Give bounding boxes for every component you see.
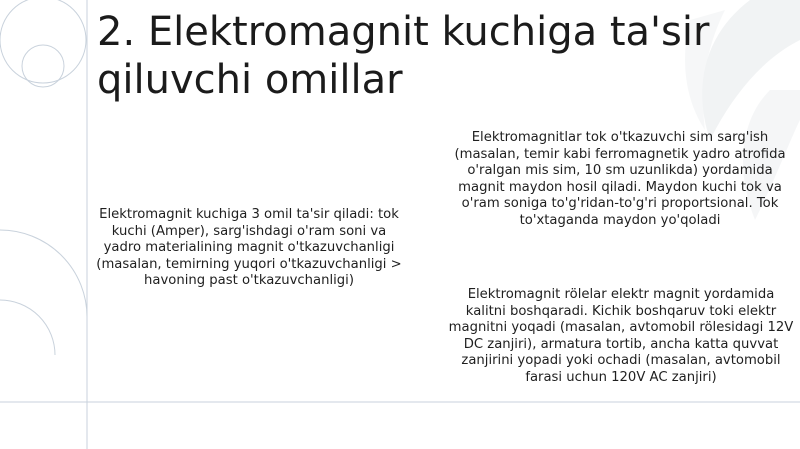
slide-title: 2. Elektromagnit kuchiga ta'sir qiluvchi omillar [97,9,710,103]
decor-arc-lower-inner [0,300,55,355]
right-top-text-block: Elektromagnitlar tok o'tkazuvchi sim sarg'ish (masalan, temir kabi ferromagnetik yadro atrofida o'ralgan mis sim, 10 sm uzunlikda) yordamida magnit maydon hosil qiladi. Maydon kuchi tok va o'ram soniga to'g'ridan-to'g'ri proportsional. Tok to'xtaganda maydon yo'qoladi [454,130,786,228]
decor-circle-large [0,0,86,83]
left-text-block: Elektromagnit kuchiga 3 omil ta'sir qiladi: tok kuchi (Amper), sarg'ishdagi o'ram soni va yadro materialining magnit o'tkazuvchanligi (masalan, temirning yuqori o'tkazuvchanligi > havoning past o'tkazuvchanligi) [96,207,402,288]
decor-arc-lower [0,230,87,402]
right-bottom-text-block: Elektromagnit rölelar elektr magnit yordamida kalitni boshqaradi. Kichik boshqaruv toki elektr magnitni yoqadi (masalan, avtomobil rölesidagi 12V DC zanjiri), armatura tortib, ancha katta quvvat zanjirini yopadi yoki ochadi (masalan, avtomobil farasi uchun 120V AC zanjiri) [448,287,794,385]
decor-circle-small [22,45,64,87]
